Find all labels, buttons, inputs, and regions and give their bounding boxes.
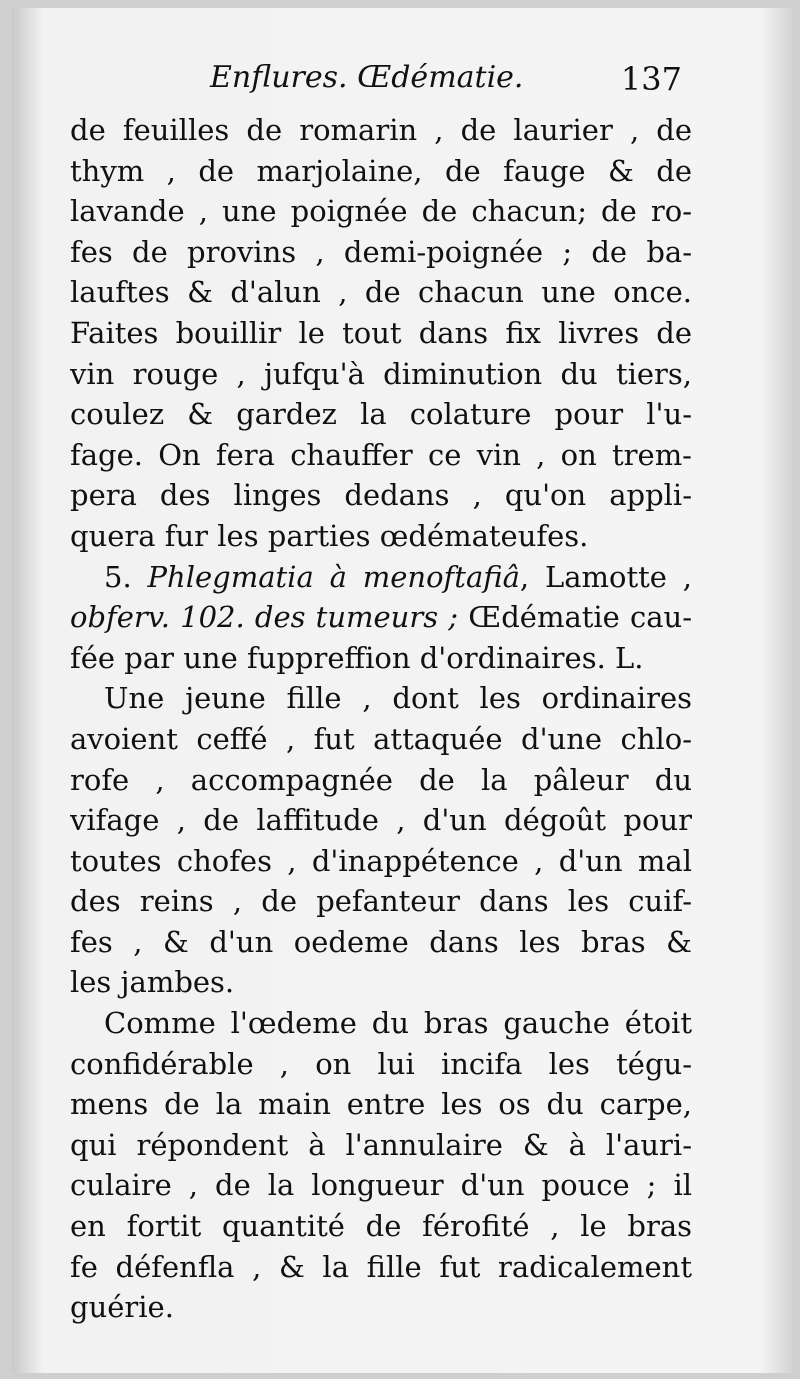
item-number: 5. <box>104 559 132 594</box>
text-line: fée par une fuppreffion d'ordinaires. L. <box>70 640 644 675</box>
page-text <box>70 58 692 1328</box>
reference: obferv. 102. des tumeurs ; <box>70 600 459 635</box>
author: , Lamotte , <box>519 559 692 594</box>
text-line: toutes chofes , d'inappétence , d'un mal <box>70 843 692 878</box>
text-line: fes de provins , demi-poignée ; de ba- <box>70 234 692 269</box>
page-header <box>70 58 692 110</box>
text-line: fage. On fera chauffer ce vin , on trem- <box>70 437 692 472</box>
text-line: coulez & gardez la colature pour l'u- <box>70 397 692 432</box>
text-line: culaire , de la longueur d'un pouce ; il <box>70 1168 692 1203</box>
text-line: rofe , accompagnée de la pâleur du <box>70 762 692 797</box>
text-line: Comme l'œdeme du bras gauche étoit <box>104 1006 692 1041</box>
text-line: avoient ceffé , fut attaquée d'une chlo- <box>70 721 692 756</box>
reference-rest: Œdématie cau- <box>468 600 692 635</box>
text-line: thym , de marjolaine, de fauge & de <box>70 153 692 188</box>
text-line: vifage , de laffitude , d'un dégoût pour <box>70 803 692 838</box>
item-5-heading <box>70 557 692 679</box>
page-number: 137 <box>620 60 682 98</box>
text-line: vin rouge , jufqu'à diminution du tiers, <box>70 356 692 391</box>
text-line: Une jeune fille , dont les ordinaires <box>104 681 692 716</box>
paragraph-recipe <box>70 110 692 557</box>
text-line: les jambes. <box>70 965 235 1000</box>
text-line: des reins , de pefanteur dans les cuif- <box>70 884 692 919</box>
paragraph-treatment <box>70 1003 692 1328</box>
text-line: qui répondent à l'annulaire & à l'auri- <box>70 1127 692 1162</box>
text-line <box>70 597 692 638</box>
text-line: en fortit quantité de férofité , le bras <box>70 1209 692 1244</box>
text-line: fes , & d'un oedeme dans les bras & <box>70 924 692 959</box>
text-line: quera fur les parties œdémateufes. <box>70 518 589 553</box>
text-line: guérie. <box>70 1290 174 1325</box>
text-line: lauftes & d'alun , de chacun une once. <box>70 275 692 310</box>
text-line: Faites bouillir le tout dans fix livres de <box>70 315 692 350</box>
text-line: lavande , une poignée de chacun; de ro- <box>70 194 692 229</box>
paragraph-case <box>70 678 692 1003</box>
text-line: confidérable , on lui incifa les tégu- <box>70 1046 692 1081</box>
text-line: mens de la main entre les os du carpe, <box>70 1087 692 1122</box>
text-line <box>70 557 692 598</box>
running-title: Enflures. Œdématie. <box>210 60 524 95</box>
book-page <box>12 8 792 1373</box>
text-line: pera des linges dedans , qu'on appli- <box>70 478 692 513</box>
text-line: de feuilles de romarin , de laurier , de <box>70 113 692 147</box>
text-line: fe défenfla , & la fille fut radicalement <box>70 1249 692 1284</box>
latin-title: Phlegmatia à menoftafiâ <box>147 559 520 594</box>
